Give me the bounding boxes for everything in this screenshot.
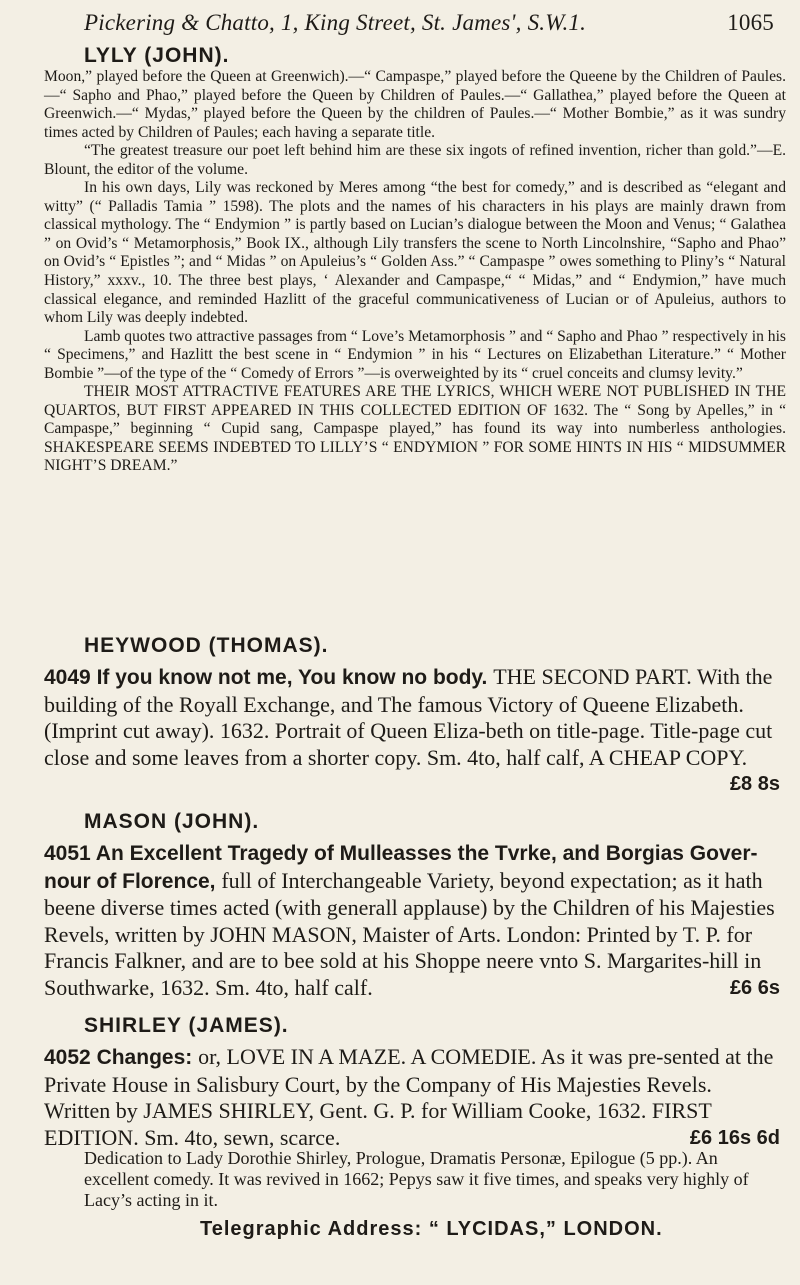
lyly-paragraph-1: Moon,” played before the Queen at Greenwich).—“ Campaspe,” played before the Queene by the Children of Paules.—“ Sapho and Phao,” played before the Queen by Children of Paules.—“ Gallathea,” played before the Queen at Greenwich.—“ Mydas,” played before the Queen by the children of Paules.—“ Mother Bombie,” as it was sundry times acted by Children of Paules; each having a separate title. — [44, 68, 786, 141]
running-head — [84, 10, 774, 36]
shirley-lot-description: or, LOVE IN A MAZE. A COMEDIE. As it was pre-sented at the Private House in Salisbury Court, by the Company of His Majesties Revels. Written by JAMES SHIRLEY, Gent. G. P. for William Cooke, 1632. FIRST EDITION. Sm. 4to, sewn, scarce. — [44, 1044, 774, 1150]
heywood-lot-number: 4049 — [44, 666, 97, 689]
shirley-lot — [44, 1044, 780, 1151]
lyly-heading: LYLY (JOHN). — [84, 44, 230, 67]
shirley-lot-title: Changes: — [96, 1046, 199, 1069]
lyly-paragraph-2: “The greatest treasure our poet left behind him are these six ingots of refined invention, richer than gold.”—E. Blount, the editor of the volume. — [44, 142, 786, 178]
lyly-entry-body — [44, 68, 786, 476]
mason-lot-title: An Excellent Tragedy of Mulleasses the Tvrke, and Borgias Gover-nour of Florence, — [44, 842, 758, 893]
shirley-heading: SHIRLEY (JAMES). — [84, 1014, 289, 1037]
mason-lot — [44, 840, 780, 1001]
mason-lot-price: £6 6s — [729, 976, 780, 999]
telegraphic-address: Telegraphic Address: “ LYCIDAS,” LONDON. — [200, 1218, 663, 1240]
mason-lot-description: full of Interchangeable Variety, beyond expectation; as it hath beene diverse times acted (with generall applause) by the Children of his Majesties Revels, written by JOHN MASON, Maister of Arts. London: Printed by T. P. for Francis Falkner, and are to bee sold at his Shoppe neere vnto S. Margarites-hill in Southwarke, 1632. Sm. 4to, half calf. — [44, 867, 775, 1000]
heywood-lot — [44, 664, 780, 798]
lyly-paragraph-5: THEIR MOST ATTRACTIVE FEATURES ARE THE LYRICS, WHICH WERE NOT PUBLISHED IN THE QUARTOS, BUT FIRST APPEARED IN THIS COLLECTED EDITION OF 1632. The “ Song by Apelles,” in “ Campaspe,” beginning “ Cupid sang, Campaspe played,” has found its way into numberless anthologies. SHAKESPEARE SEEMS INDEBTED TO LILLY’S “ ENDYMION ” FOR SOME HINTS IN HIS “ MIDSUMMER NIGHT’S DREAM.” — [44, 383, 786, 475]
mason-heading: MASON (JOHN). — [84, 810, 260, 833]
lyly-paragraph-4: Lamb quotes two attractive passages from “ Love’s Metamorphosis ” and “ Sapho and Phao ” respectively in his “ Specimens,” and Hazlitt the best scene in “ Endymion ” in his “ Lectures on Elizabethan Literature.” “ Mother Bombie ”—of the type of the “ Comedy of Errors ”—is overweighted by its “ cruel conceits and clumsy levity.” — [44, 327, 786, 382]
mason-lot-number: 4051 — [44, 842, 96, 865]
shirley-lot-number: 4052 — [44, 1046, 97, 1069]
shirley-note: Dedication to Lady Dorothie Shirley, Prologue, Dramatis Personæ, Epilogue (5 pp.). An excellent comedy. It was revived in 1662; Pepys saw it five times, and speaks very highly of Lacy’s acting in it. — [84, 1148, 749, 1210]
heywood-lot-title: If you know not me, You know no body. — [96, 666, 494, 689]
lyly-paragraph-3: In his own days, Lily was reckoned by Meres among “the best for comedy,” and is described as “elegant and witty” (“ Palladis Tamia ” 1598). The plots and the names of his characters in his plays are mainly drawn from classical mythology. The “ Endymion ” is partly based on Lucian’s dialogue between the Moon and Venus; “ Galathea ” on Ovid’s “ Metamorphosis,” Book IX., although Lily transfers the scene to North Lincolnshire, “Sapho and Phao” on Ovid’s “ Epistles ”; and “ Midas ” on Apuleius’s “ Golden Ass.” “ Campaspe ” owes something to Pliny’s “ Natural History,” xxxv., 10. The three best plays, ‘ Alexander and Campaspe,“ “ Midas,” and “ Endymion,” have much classical elegance, and reminded Hazlitt of the graceful communicativeness of Lucian or of Apuleius, authors to whom Lily was deeply indebted. — [44, 179, 786, 327]
running-head-text: Pickering & Chatto, 1, King Street, St. James', S.W.1. — [84, 10, 587, 35]
heywood-lot-price: £8 8s — [729, 773, 780, 795]
heywood-heading: HEYWOOD (THOMAS). — [84, 634, 329, 657]
page-number: 1065 — [727, 10, 774, 35]
heywood-lot-description: THE SECOND PART. With the building of the Royall Exchange, and The famous Victory of Queene Elizabeth. (Imprint cut away). 1632. Portrait of Queen Eliza-beth on title-page. Title-page cut close and some leaves from a shorter copy. Sm. 4to, half calf, A CHEAP COPY. — [44, 664, 773, 770]
shirley-lot-price: £6 16s 6d — [689, 1126, 780, 1149]
